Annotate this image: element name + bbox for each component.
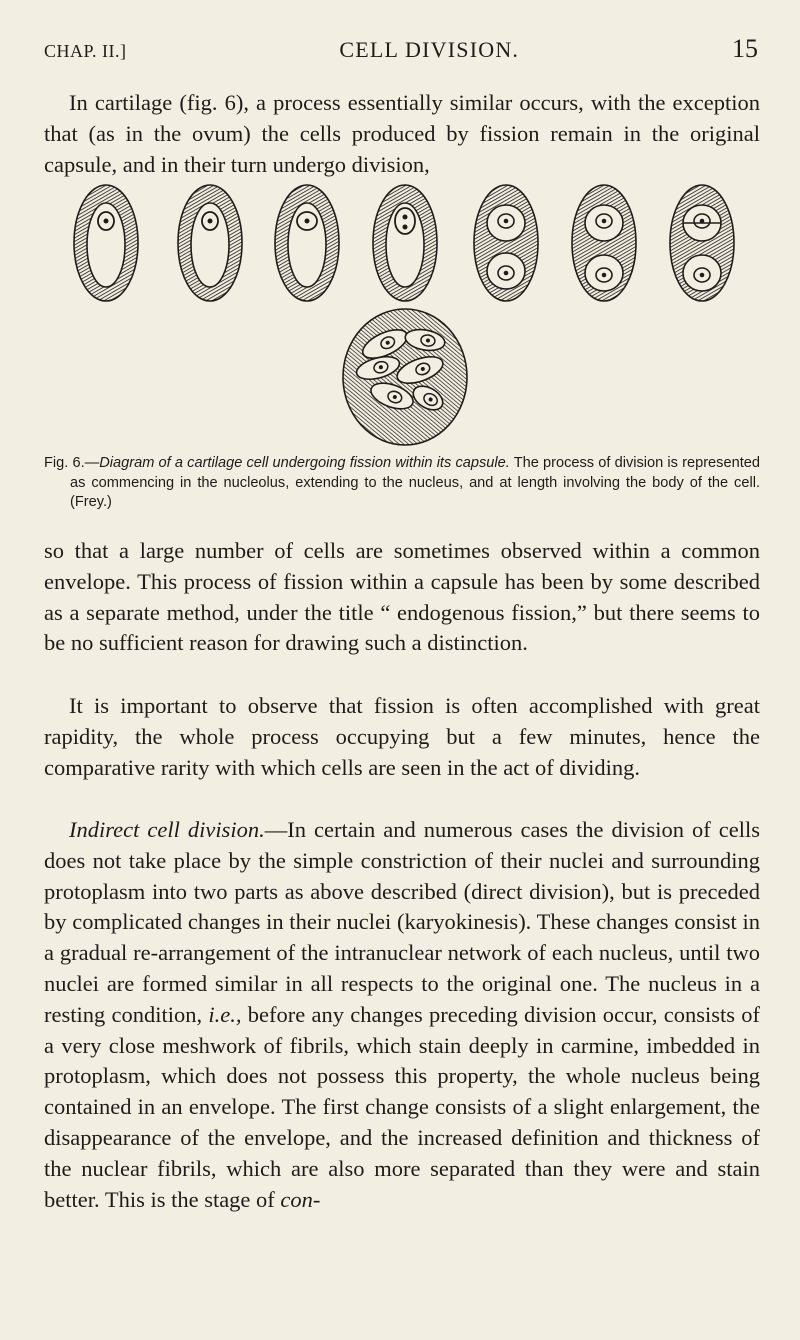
page-number: 15 bbox=[731, 34, 758, 63]
section-heading-indirect-division: Indirect cell division. bbox=[69, 817, 265, 842]
chapter-label: CHAP. II.] bbox=[44, 41, 127, 61]
figure-cartilage-fission bbox=[0, 0, 800, 520]
paragraph-4-text-2: before any changes preceding division occur, consists of a very close meshwork of fibrils, which stain deeply in carmine, imbedded in protoplasm, which does not possess this property, the whole nucleus being contained in an envelope. The first change consists of a slight enlargement, the disappearance of the envelope, and the increased definition and thickness of the nuclear fibrils, which are also more separated than they were and stain better. This is the stage of bbox=[44, 1001, 760, 1212]
caption-label: Fig. 6.— bbox=[44, 455, 100, 471]
paragraph-2: so that a large number of cells are sometimes observed within a common envelope. This process of fission within a capsule has been by some described as a separate method, under the title “ endogenous fission,” but there seems to be no sufficient reason for drawing such a distinction. bbox=[44, 538, 760, 656]
running-title: CELL DIVISION. bbox=[339, 37, 520, 62]
cell-capsule-stage-3 bbox=[275, 185, 339, 301]
caption-title: Diagram of a cartilage cell undergoing fission within its capsule. bbox=[99, 455, 510, 471]
cell-capsule-stage-1 bbox=[74, 185, 138, 301]
fission-stages-top-row bbox=[74, 185, 734, 301]
cell-capsule-stage-5 bbox=[474, 185, 538, 301]
figure-caption bbox=[44, 454, 760, 513]
cell-capsule-stage-7 bbox=[670, 185, 734, 301]
abbrev-ie: i.e., bbox=[208, 1001, 242, 1027]
fission-stage-multicell bbox=[343, 309, 467, 445]
cell-capsule-stage-2 bbox=[178, 185, 242, 301]
cell-capsule-stage-4 bbox=[373, 185, 437, 301]
paragraph-4 bbox=[44, 815, 760, 1215]
hyphenated-word-start: con- bbox=[280, 1186, 321, 1212]
paragraph-1: In cartilage (fig. 6), a process essentially similar occurs, with the exception that (as in the ovum) the cells produced by fission remain in the original capsule, and in their turn undergo division, bbox=[44, 90, 760, 177]
caption-body: The process of division is represented as commencing in the nucleolus, extending to the nucleus, and at length involving the body of the cell. (Frey.) bbox=[70, 455, 760, 510]
cell-capsule-stage-6 bbox=[572, 185, 636, 301]
paragraph-3: It is important to observe that fission is often accomplished with great rapidity, the whole process occupying but a few minutes, hence the comparative rarity with which cells are seen in the act of dividing. bbox=[44, 693, 760, 780]
paragraph-4-text: —In certain and numerous cases the division of cells does not take place by the simple constriction of their nuclei and surrounding protoplasm into two parts as above described (direct division), but is preceded by complicated changes in their nuclei (karyokinesis). These changes consist in a gradual re-arrangement of the intranuclear network of each nucleus, until two nuclei are formed similar in all respects to the original one. The nucleus in a resting condition, bbox=[44, 817, 760, 1027]
